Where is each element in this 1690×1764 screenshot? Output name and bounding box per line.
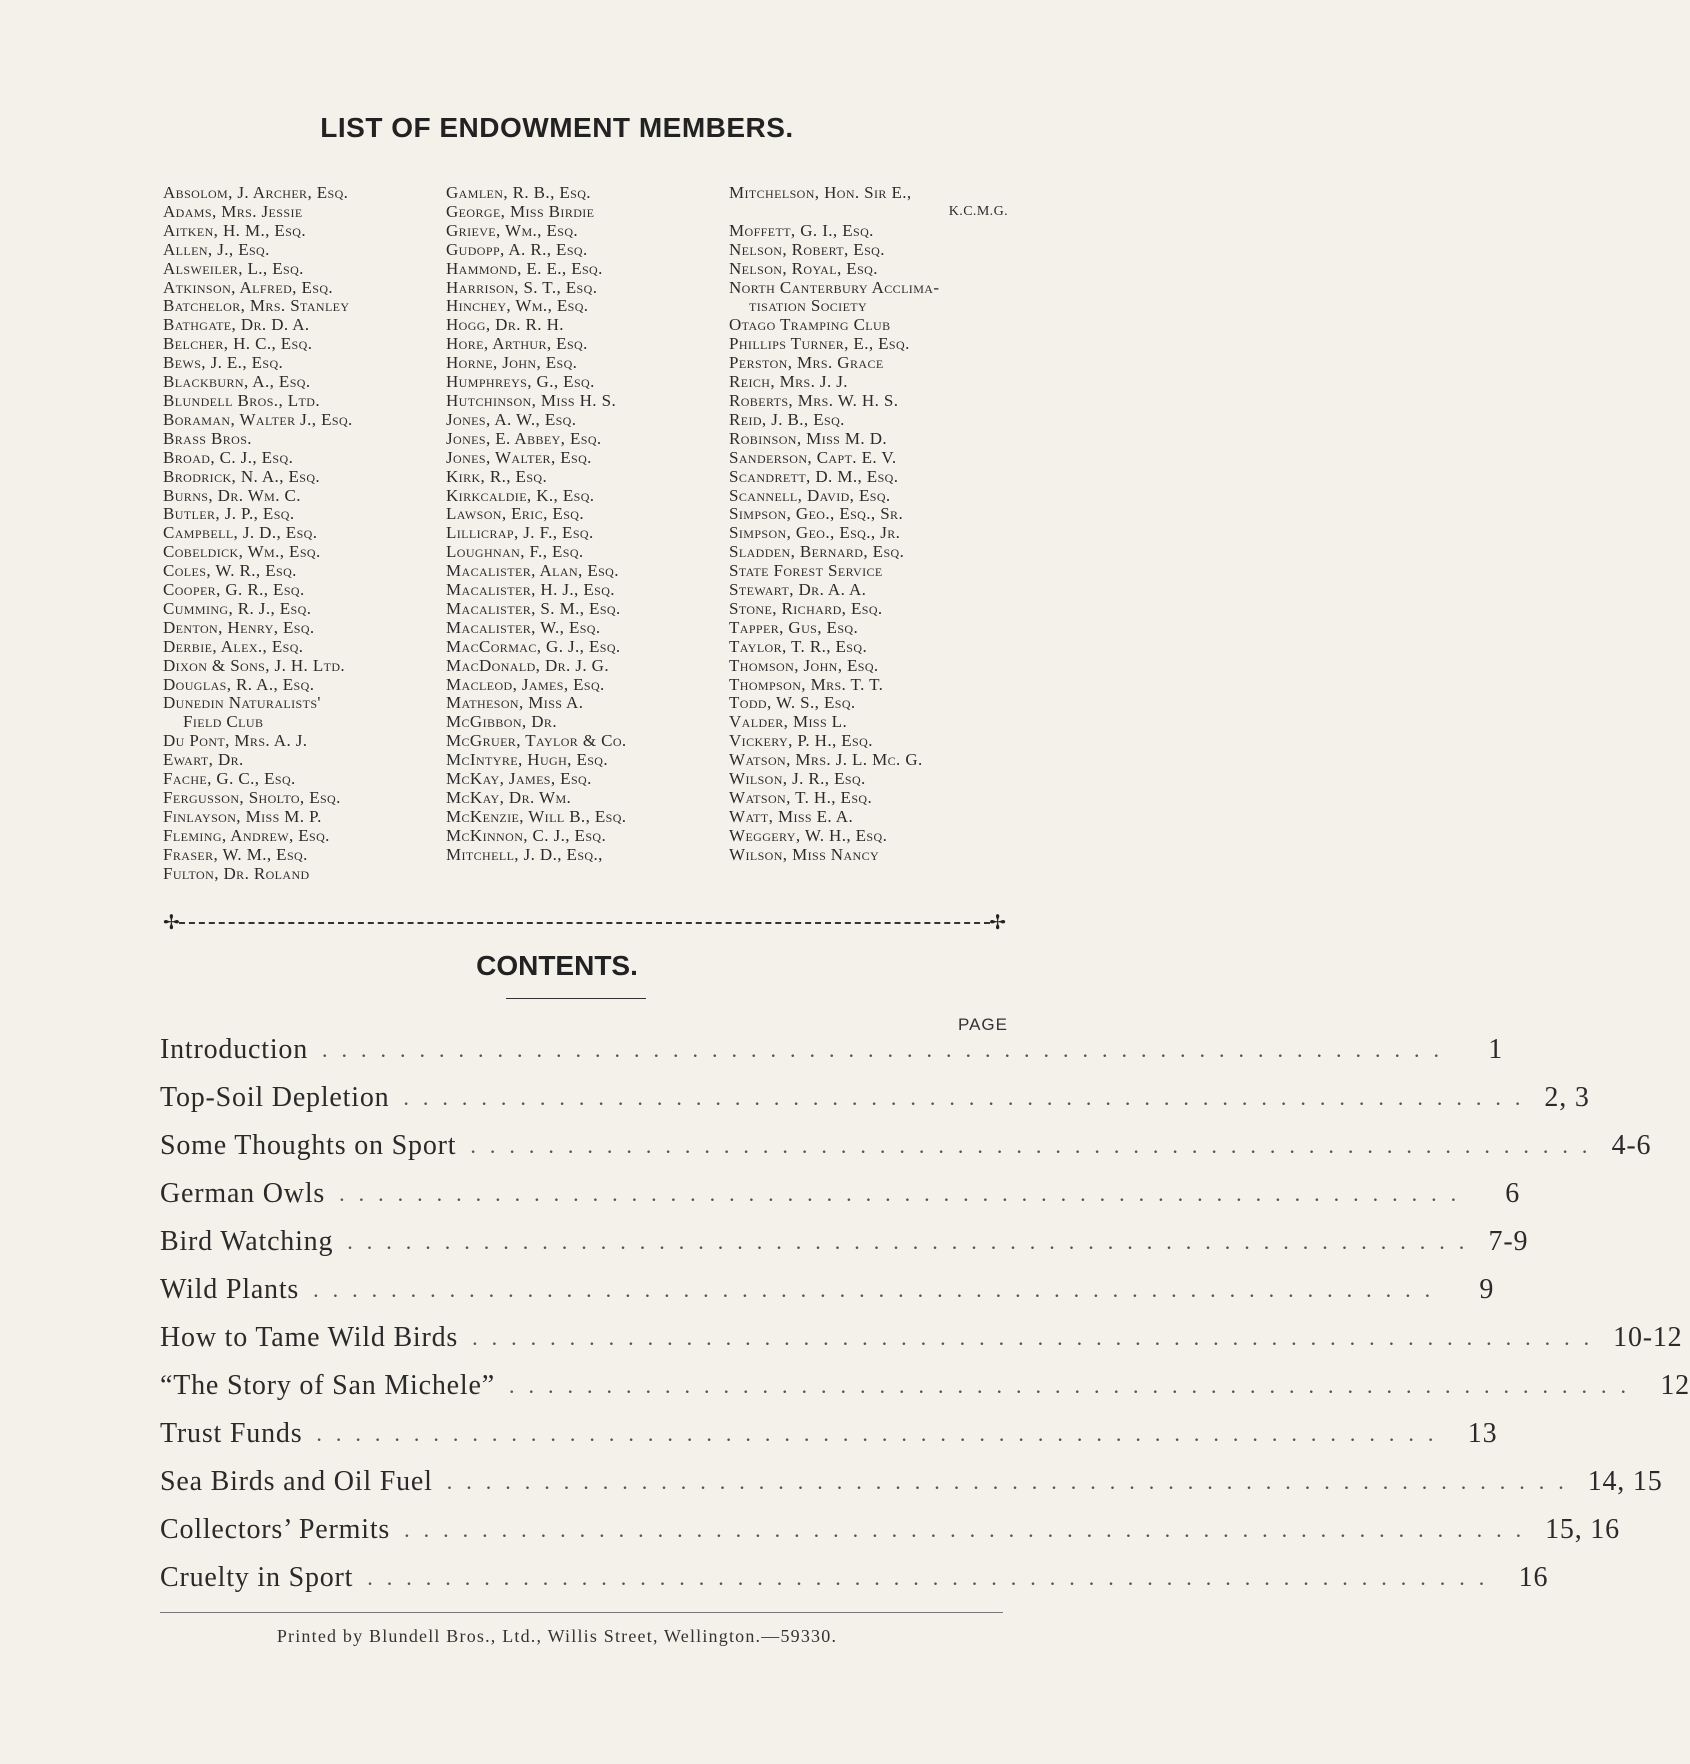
- member-entry: MacCormac, G. J., Esq.: [446, 636, 621, 656]
- toc-entry: [160, 1458, 1663, 1506]
- member-entry-continued: tisation Society: [749, 296, 868, 316]
- toc-title: Bird Watching: [160, 1226, 334, 1257]
- member-entry: Kirk, R., Esq.: [446, 466, 548, 486]
- member-entry: Watson, Mrs. J. L. Mc. G.: [729, 750, 923, 770]
- member-entry: North Canterbury Acclima-: [729, 277, 940, 297]
- member-entry: Gamlen, R. B., Esq.: [446, 183, 591, 202]
- members-column-2: [446, 184, 726, 865]
- toc-entry: [160, 1506, 1620, 1554]
- member-entry: Grieve, Wm., Esq.: [446, 220, 579, 240]
- table-of-contents: [160, 1026, 1690, 1602]
- toc-page: 2, 3: [1544, 1082, 1590, 1113]
- toc-title: Some Thoughts on Sport: [160, 1130, 457, 1161]
- toc-title: Collectors’ Permits: [160, 1514, 391, 1545]
- member-entry: Blackburn, A., Esq.: [163, 372, 311, 392]
- toc-page: 13: [1467, 1418, 1498, 1449]
- member-entry: Ewart, Dr.: [163, 750, 244, 770]
- member-entry: Macleod, James, Esq.: [446, 674, 605, 694]
- member-entry: Hutchinson, Miss H. S.: [446, 390, 617, 410]
- member-entry: Burns, Dr. Wm. C.: [163, 485, 301, 505]
- member-entry: McIntyre, Hugh, Esq.: [446, 750, 609, 770]
- member-entry: Fulton, Dr. Roland: [163, 863, 310, 883]
- members-column-1: [163, 184, 443, 884]
- member-entry: Jones, E. Abbey, Esq.: [446, 428, 602, 448]
- member-entry: Jones, Walter, Esq.: [446, 447, 592, 467]
- member-entry: Mitchelson, Hon. Sir E.,: [729, 183, 912, 202]
- member-entry: Hinchey, Wm., Esq.: [446, 296, 589, 316]
- toc-leader: ..........................................................: [313, 1277, 1445, 1302]
- toc-entry: [160, 1410, 1498, 1458]
- member-entry: Simpson, Geo., Esq., Sr.: [729, 504, 904, 524]
- member-entry: Absolom, J. Archer, Esq.: [163, 183, 349, 202]
- member-entry: Finlayson, Miss M. P.: [163, 806, 322, 826]
- member-entry: Sanderson, Capt. E. V.: [729, 447, 897, 467]
- toc-page: 9: [1479, 1274, 1495, 1305]
- member-entry: Sladden, Bernard, Esq.: [729, 542, 905, 562]
- toc-leader: ..........................................................: [403, 1085, 1535, 1110]
- toc-entry: [160, 1314, 1683, 1362]
- member-entry: Cumming, R. J., Esq.: [163, 598, 312, 618]
- member-entry: Scannell, David, Esq.: [729, 485, 891, 505]
- member-entry: Butler, J. P., Esq.: [163, 504, 295, 524]
- member-entry: Otago Tramping Club: [729, 315, 891, 335]
- member-entry: Lawson, Eric, Esq.: [446, 504, 584, 524]
- member-entry: Macalister, H. J., Esq.: [446, 580, 615, 600]
- toc-title: “The Story of San Michele”: [160, 1370, 495, 1401]
- member-entry: Watt, Miss E. A.: [729, 806, 854, 826]
- toc-page: 16: [1518, 1562, 1549, 1593]
- footer-rule: [160, 1612, 1003, 1613]
- contents-underline: [506, 998, 646, 999]
- member-entry: Brass Bros.: [163, 428, 252, 448]
- toc-leader: ..........................................................: [339, 1181, 1471, 1206]
- member-entry: Tapper, Gus, Esq.: [729, 617, 859, 637]
- toc-entry: [160, 1026, 1504, 1074]
- member-entry: Matheson, Miss A.: [446, 693, 584, 713]
- member-entry: Cooper, G. R., Esq.: [163, 580, 305, 600]
- toc-entry: [160, 1362, 1690, 1410]
- member-entry: Nelson, Royal, Esq.: [729, 258, 878, 278]
- toc-entry: [160, 1266, 1495, 1314]
- toc-title: German Owls: [160, 1178, 326, 1209]
- toc-title: How to Tame Wild Birds: [160, 1322, 459, 1353]
- member-entry: Roberts, Mrs. W. H. S.: [729, 390, 899, 410]
- member-entry: Loughnan, F., Esq.: [446, 542, 584, 562]
- member-entry: Valder, Miss L.: [729, 712, 848, 732]
- member-entry: Kirkcaldie, K., Esq.: [446, 485, 595, 505]
- member-entry: Dunedin Naturalists': [163, 693, 321, 713]
- toc-page: 15, 16: [1545, 1514, 1620, 1545]
- toc-page: 4-6: [1611, 1130, 1652, 1161]
- member-entry: McKay, Dr. Wm.: [446, 788, 572, 807]
- member-entry: Fergusson, Sholto, Esq.: [163, 788, 341, 807]
- printer-imprint: Printed by Blundell Bros., Ltd., Willis Street, Wellington.—59330.: [276, 1626, 838, 1646]
- member-entry: Allen, J., Esq.: [163, 239, 270, 259]
- member-entry: Taylor, T. R., Esq.: [729, 636, 868, 656]
- member-entry: Todd, W. S., Esq.: [729, 693, 856, 713]
- member-entry: Perston, Mrs. Grace: [729, 353, 884, 373]
- member-entry: Watson, T. H., Esq.: [729, 788, 873, 807]
- member-entry: Lillicrap, J. F., Esq.: [446, 523, 594, 543]
- member-entry: Bews, J. E., Esq.: [163, 353, 284, 373]
- fleuron-left-icon: ✢: [163, 912, 180, 934]
- toc-page: 6: [1505, 1178, 1521, 1209]
- member-entry: Aitken, H. M., Esq.: [163, 220, 306, 240]
- member-entry: Weggery, W. H., Esq.: [729, 825, 888, 845]
- member-entry: Fraser, W. M., Esq.: [163, 844, 308, 864]
- member-entry: Brodrick, N. A., Esq.: [163, 466, 321, 486]
- toc-page: 12: [1660, 1370, 1690, 1401]
- member-entry: Coles, W. R., Esq.: [163, 561, 297, 581]
- fleuron-right-icon: ✢: [989, 912, 1006, 934]
- toc-entry: [160, 1170, 1521, 1218]
- toc-entry: [160, 1218, 1529, 1266]
- member-entry: Fache, G. C., Esq.: [163, 769, 296, 789]
- member-entry: Gudopp, A. R., Esq.: [446, 239, 588, 259]
- member-entry: Simpson, Geo., Esq., Jr.: [729, 523, 901, 543]
- toc-title: Wild Plants: [160, 1274, 300, 1305]
- member-entry: Du Pont, Mrs. A. J.: [163, 731, 308, 751]
- member-entry: McKinnon, C. J., Esq.: [446, 825, 607, 845]
- member-entry: Jones, A. W., Esq.: [446, 409, 577, 429]
- member-entry: Stone, Richard, Esq.: [729, 598, 883, 618]
- member-entry: Batchelor, Mrs. Stanley: [163, 296, 350, 316]
- member-entry-honours: K.C.M.G.: [948, 203, 1008, 219]
- member-entry: State Forest Service: [729, 561, 883, 581]
- members-title: LIST OF ENDOWMENT MEMBERS.: [320, 112, 794, 143]
- toc-leader: ..........................................................: [446, 1469, 1578, 1494]
- member-entry: Douglas, R. A., Esq.: [163, 674, 315, 694]
- member-entry: Macalister, Alan, Esq.: [446, 561, 619, 581]
- member-entry: Thomson, John, Esq.: [729, 655, 879, 675]
- toc-page: 1: [1488, 1034, 1504, 1065]
- member-entry: Boraman, Walter J., Esq.: [163, 409, 353, 429]
- member-entry: Belcher, H. C., Esq.: [163, 334, 313, 354]
- member-entry: Hogg, Dr. R. H.: [446, 315, 564, 335]
- member-entry: Scandrett, D. M., Esq.: [729, 466, 899, 486]
- member-entry: Horne, John, Esq.: [446, 353, 578, 373]
- member-entry: McGruer, Taylor & Co.: [446, 731, 627, 751]
- toc-title: Cruelty in Sport: [160, 1562, 354, 1593]
- member-entry: Stewart, Dr. A. A.: [729, 580, 867, 600]
- member-entry: Adams, Mrs. Jessie: [163, 201, 303, 221]
- member-entry: McGibbon, Dr.: [446, 712, 557, 732]
- toc-title: Trust Funds: [160, 1418, 303, 1449]
- member-entry: Hammond, E. E., Esq.: [446, 258, 603, 278]
- member-entry: Wilson, J. R., Esq.: [729, 769, 866, 789]
- member-entry: Mitchell, J. D., Esq.,: [446, 844, 603, 864]
- toc-leader: ..........................................................: [508, 1373, 1640, 1398]
- member-entry: Phillips Turner, E., Esq.: [729, 334, 910, 354]
- members-list: [0, 184, 1114, 894]
- member-entry: Cobeldick, Wm., Esq.: [163, 542, 321, 562]
- member-entry: Bathgate, Dr. D. A.: [163, 315, 310, 335]
- member-entry: Robinson, Miss M. D.: [729, 428, 888, 448]
- toc-title: Sea Birds and Oil Fuel: [160, 1466, 433, 1497]
- toc-leader: ..........................................................: [316, 1421, 1448, 1446]
- toc-page: 7-9: [1488, 1226, 1529, 1257]
- members-column-3: [729, 184, 1014, 865]
- toc-leader: ..........................................................: [470, 1133, 1602, 1158]
- toc-title: Introduction: [160, 1034, 309, 1065]
- toc-page: 14, 15: [1587, 1466, 1663, 1497]
- member-entry: Moffett, G. I., Esq.: [729, 220, 874, 240]
- divider-line: [179, 922, 990, 924]
- toc-leader: ..........................................................: [404, 1517, 1536, 1542]
- member-entry: Thompson, Mrs. T. T.: [729, 674, 884, 694]
- toc-leader: ..........................................................: [472, 1325, 1604, 1350]
- member-entry: Broad, C. J., Esq.: [163, 447, 294, 467]
- member-entry: Nelson, Robert, Esq.: [729, 239, 885, 259]
- toc-entry: [160, 1122, 1652, 1170]
- toc-leader: ..........................................................: [347, 1229, 1479, 1254]
- member-entry: Reid, J. B., Esq.: [729, 409, 845, 429]
- member-entry: McKenzie, Will B., Esq.: [446, 806, 627, 826]
- toc-leader: ..........................................................: [367, 1565, 1499, 1590]
- member-entry: Blundell Bros., Ltd.: [163, 390, 320, 410]
- toc-leader: ..........................................................: [322, 1037, 1454, 1062]
- page-column-header: PAGE: [958, 1015, 1008, 1034]
- member-entry: George, Miss Birdie: [446, 201, 595, 221]
- member-entry: Dixon & Sons, J. H. Ltd.: [163, 655, 346, 675]
- member-entry: Humphreys, G., Esq.: [446, 372, 595, 392]
- contents-title: CONTENTS.: [476, 950, 638, 981]
- member-entry: Macalister, W., Esq.: [446, 617, 601, 637]
- toc-entry: [160, 1074, 1590, 1122]
- member-entry: Hore, Arthur, Esq.: [446, 334, 588, 354]
- member-entry: Harrison, S. T., Esq.: [446, 277, 598, 297]
- member-entry: McKay, James, Esq.: [446, 769, 592, 789]
- member-entry: MacDonald, Dr. J. G.: [446, 655, 609, 675]
- member-entry: Campbell, J. D., Esq.: [163, 523, 318, 543]
- ornamental-divider: [163, 912, 1006, 934]
- member-entry: Macalister, S. M., Esq.: [446, 598, 621, 618]
- member-entry: Denton, Henry, Esq.: [163, 617, 315, 637]
- member-entry: Atkinson, Alfred, Esq.: [163, 277, 334, 297]
- member-entry: Wilson, Miss Nancy: [729, 844, 880, 864]
- toc-page: 10-12: [1613, 1322, 1683, 1353]
- member-entry: Reich, Mrs. J. J.: [729, 372, 848, 392]
- member-entry: Derbie, Alex., Esq.: [163, 636, 304, 656]
- toc-entry: [160, 1554, 1549, 1602]
- member-entry: Alsweiler, L., Esq.: [163, 258, 304, 278]
- member-entry: Fleming, Andrew, Esq.: [163, 825, 330, 845]
- member-entry-continued: Field Club: [183, 712, 264, 732]
- toc-title: Top-Soil Depletion: [160, 1082, 390, 1113]
- member-entry: Vickery, P. H., Esq.: [729, 731, 873, 751]
